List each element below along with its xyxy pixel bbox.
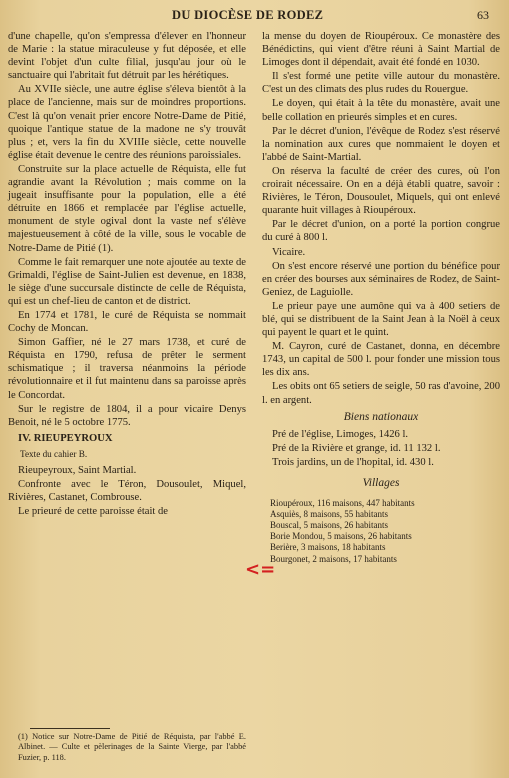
footnote: (1) Notice sur Notre-Dame de Pitié de Réquista, par l'abbé E. Albinet. — Culte et pèlerinages de la Sainte Vierge, par l'abbé Fuzier, p. 118. <box>18 732 246 762</box>
page-number: 63 <box>477 8 489 22</box>
biens-nationaux-heading: Biens nationaux <box>343 410 419 423</box>
paragraph: En 1774 et 1781, le curé de Réquista se nommait Cochy de Moncan. <box>8 309 246 335</box>
village-item: Bouscal, 5 maisons, 26 habitants <box>270 520 388 531</box>
biens-item: Pré de la Rivière et grange, id. 11 132 l. <box>272 442 441 454</box>
paragraph: d'une chapelle, qu'on s'empressa d'élever en l'honneur de Marie : la statue miraculeuse y fut déposée, et elle devint l'objet d'un culte filial, jusqu'au jour où le sanctuaire qui l'abritait fut détruit par les hérétiques. <box>8 31 246 82</box>
village-item: Berière, 3 maisons, 18 habitants <box>270 542 386 553</box>
paragraph: la mense du doyen de Rioupéroux. Ce monastère des Bénédictins, qui vient d'être réuni à Saint Martial de Limoges dont il dépendait, avait été fondé en 1030. <box>262 31 500 69</box>
paragraph: Le doyen, qui était à la tête du monastère, avait une belle collation en prieurés simples et en cures. <box>262 98 500 123</box>
paragraph: Simon Gaffier, né le 27 mars 1738, et curé de Réquista en 1790, refusa de prêter le serment schismatique ; il traversa néanmoins la période révolutionnaire et il fut maintenu dans sa paroisse après le Concordat. <box>8 337 246 401</box>
village-item: Borie Mondou, 5 maisons, 26 habitants <box>270 531 412 542</box>
paragraph: On réserva la faculté de créer des cures, où l'on croirait nécessaire. On en a déjà établi quatre, savoir : Rivières, le Téron, Dousoulet, Miquels, qui ont enlevé quarante huit villages à Rioupéroux. <box>262 165 500 217</box>
running-title: DU DIOCÈSE DE RODEZ <box>172 8 324 22</box>
right-column <box>262 30 500 565</box>
footnote-rule <box>30 728 110 729</box>
paragraph: Construite sur la place actuelle de Réquista, elle fut agrandie avant la Révolution ; mais comme on la jugeait insuffisante pour la population, elle a été détruite en 1866 et remplacée par l'église actuelle, monument de style ogival dont la vaste nef s'élève majestueusement à côté de la ville, sous le vocable de Notre-Dame de Pitié (1). <box>8 163 246 254</box>
village-item: Asquiès, 8 maisons, 55 habitants <box>270 509 388 520</box>
villages-list <box>270 498 500 565</box>
paragraph: Comme le fait remarquer une note ajoutée au texte de Grimaldi, l'église de Saint-Julien est devenue, en 1838, le siège d'une succursale distincte de celle de Réquista, qui est un chef-lieu de canton et de district. <box>8 256 246 307</box>
villages-heading: Villages <box>362 477 400 489</box>
paragraph: Vicaire. <box>272 246 306 258</box>
village-item: Rioupéroux, 116 maisons, 447 habitants <box>270 498 415 509</box>
biens-item: Pré de l'église, Limoges, 1426 l. <box>272 428 409 440</box>
paragraph: On s'est encore réservé une portion du bénéfice pour en créer des bourses aux séminaires de Rodez, de Saint-Geniez, de Laguiolle. <box>262 260 500 298</box>
paragraph: Par le décret d'union, l'évêque de Rodez s'est réservé la nomination aux cures que nommaient le doyen et l'abbé de Saint-Martial. <box>262 125 500 163</box>
red-arrow-marker: <= <box>245 559 276 580</box>
paragraph: Il s'est formé une petite ville autour du monastère. C'est un des climats des plus rudes du Rouergue. <box>262 71 500 96</box>
source-note: Texte du cahier B. <box>20 448 88 459</box>
paragraph: Le prieur paye une aumône qui va à 400 setiers de blé, qui se distribuent de la Saint Jean à la Noël à ceux qui payent le quart et le quint. <box>262 300 500 339</box>
paragraph: Au XVIIe siècle, une autre église s'éleva bientôt à la place de l'ancienne, mais sur de moindres proportions. C'est là qu'on venait prier encore Notre-Dame de Pitié, quoique l'antique statue de la madone ne s'y trouvât plus ; et, vers la fin du XVIIIe siècle, cette nouvelle église était devenue le centre des réunions paroissiales. <box>8 84 246 161</box>
paragraph: Confronte avec le Téron, Dousoulet, Miquel, Rivières, Castanet, Combrouse. <box>8 479 246 504</box>
section-heading: IV. RIEUPEYROUX <box>18 432 113 444</box>
paragraph: Sur le registre de 1804, il a pour vicaire Denys Benoit, né le 5 octobre 1775. <box>8 403 246 428</box>
paragraph: Par le décret d'union, on a porté la portion congrue du curé à 800 l. <box>262 219 500 244</box>
biens-item: Trois jardins, un de l'hopital, id. 430 l. <box>272 456 434 468</box>
paragraph: Rieupeyroux, Saint Martial. <box>18 465 137 476</box>
paragraph: Les obits ont 65 setiers de seigle, 50 ras d'avoine, 200 l. en argent. <box>262 381 500 406</box>
paragraph: M. Cayron, curé de Castanet, donna, en décembre 1743, un capital de 500 l. pour fonder une mission tous les dix ans. <box>262 341 500 379</box>
paragraph: Le prieuré de cette paroisse était de <box>18 506 168 518</box>
left-column <box>8 30 246 519</box>
page-header <box>172 6 489 26</box>
village-item: Bourgonet, 2 maisons, 17 habitants <box>270 553 397 564</box>
